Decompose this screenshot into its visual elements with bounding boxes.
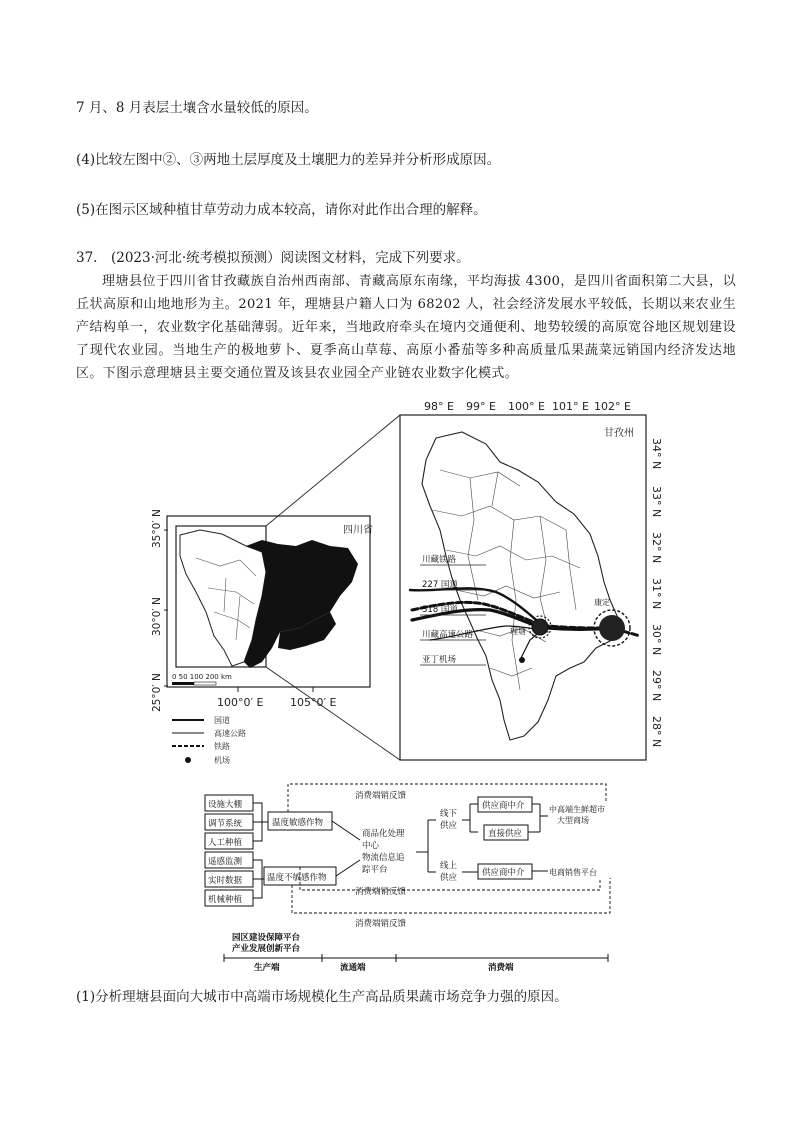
online-line-1: 线上 [440,861,458,871]
legend-airport-swatch [185,757,191,763]
stage-circulation: 流通端 [340,963,366,973]
province-label: 四川省 [343,525,373,536]
question-4: (4)比较左图中②、③两地土层厚度及土壤肥力的差异并分析形成原因。 [76,152,501,168]
market-supermarket-line-1: 中高端生鲜超市 [549,805,605,814]
y-tick-32: 32° N [650,532,663,564]
question-37-header: 37. (2023·河北·统考模拟预测）阅读图文材料，完成下列要求。 [76,250,470,266]
y-tick-28: 28° N [650,716,663,748]
feedback-mid: 消费端销反馈 [355,887,407,897]
map-left [151,415,400,760]
input-greenhouse: 设施大棚 [208,800,243,810]
y-tick-30: 30° N [650,624,663,656]
input-mechanical-planting: 机械种植 [208,895,243,905]
legend-expressway: 高速公路 [214,729,246,738]
market-ecommerce: 电商销售平台 [549,868,597,877]
airport-yading-marker [519,657,525,663]
legend-airport: 机场 [214,756,230,765]
y-tick-34: 34° N [650,438,663,470]
callout-227: 227 国道 [422,580,458,590]
online-supply-agent: 供应商中介 [482,868,525,878]
y-tick-35: 35°0′ N [151,509,163,548]
city-litang-label: 理塘 [510,627,526,636]
x-tick-101: 101° E [552,400,589,413]
platform-line-1: 园区建设保障平台 [232,933,301,943]
callout-318: 318 国道 [422,605,458,615]
input-regulation: 调节系统 [208,819,243,829]
y-tick-31: 31° N [650,578,663,610]
callout-airport: 亚丁机场 [422,655,457,665]
x-tick-99: 99° E [466,400,496,413]
flow-diagram [205,784,610,973]
platform-line-2: 产业发展创新平台 [232,944,301,954]
y-tick-25: 25°0′ N [151,673,163,712]
offline-line-1: 线下 [440,809,458,819]
map-right [400,400,663,760]
stage-consumption: 消费端 [488,963,514,973]
question-37-1: (1)分析理塘县面向大城市中高端市场规模化生产高品质果蔬市场竞争力强的原因。 [76,989,568,1005]
feedback-bottom: 消费端销反馈 [355,919,407,929]
question-5: (5)在图示区域种植甘草劳动力成本较高，请你对此作出合理的解释。 [76,202,487,218]
x-tick-100: 100°0′ E [217,696,264,709]
legend-national-road: 国道 [214,716,230,725]
x-tick-100: 100° E [508,400,545,413]
crop-temp-sensitive: 温度敏感作物 [272,818,324,828]
x-tick-102: 102° E [594,400,631,413]
center-line-4: 踪平台 [362,865,388,875]
stage-production: 生产端 [254,963,280,973]
direct-supply: 直接供应 [488,829,523,839]
input-manual-planting: 人工种植 [208,838,243,848]
scale-label: 0 50 100 200 km [172,673,232,681]
input-remote-sensing: 遥感监测 [208,857,243,867]
feedback-top: 消费端销反馈 [355,791,407,801]
callout-expressway: 川藏高速公路 [422,630,474,640]
question-3-tail: 7 月、8 月表层土壤含水量较低的原因。 [76,100,318,116]
legend-railway: 铁路 [214,742,230,751]
center-line-1: 商品化处理 [362,829,405,839]
center-line-3: 物流信息追 [362,853,405,863]
city-kangding-marker [599,615,625,641]
city-kangding-label: 康定 [594,598,610,607]
y-tick-29: 29° N [650,670,663,702]
offline-line-2: 供应 [440,821,458,831]
online-line-2: 供应 [440,873,458,883]
y-tick-30: 30°0′ N [151,597,163,636]
city-litang-marker [532,619,548,635]
offline-supply-agent: 供应商中介 [482,801,525,811]
region-label: 甘孜州 [604,428,634,439]
input-realtime-data: 实时数据 [208,876,243,886]
x-tick-105: 105°0′ E [290,696,337,709]
passage-text: 理塘县位于四川省甘孜藏族自治州西南部、青藏高原东南缘，平均海拔 4300，是四川省面积第二大县，以丘状高原和山地地形为主。2021 年，理塘县户籍人口为 68202 人，社会经济发展水平较低，长期以来农业生产结构单一，农业数字化基础薄弱。近年来，当地政府牵头在境内交通便利、地势较缓的高原宽谷地区规划建设了现代农业园。当地生产的极地萝卜、夏季高山草莓、高原小番茄等多种高质量瓜果蔬菜远销国内经济发达地区。下图示意理塘县主要交通位置及该县农业园全产业链农业数字化模式。 [76,274,736,381]
y-tick-33: 33° N [650,486,663,518]
market-supermarket-line-2: 大型商场 [557,816,589,825]
legend [172,715,246,765]
center-line-2: 中心 [362,841,380,851]
callout-railway: 川藏铁路 [422,555,457,565]
x-tick-98: 98° E [424,400,454,413]
crop-temp-insensitive: 温度不敏感作物 [267,873,327,883]
